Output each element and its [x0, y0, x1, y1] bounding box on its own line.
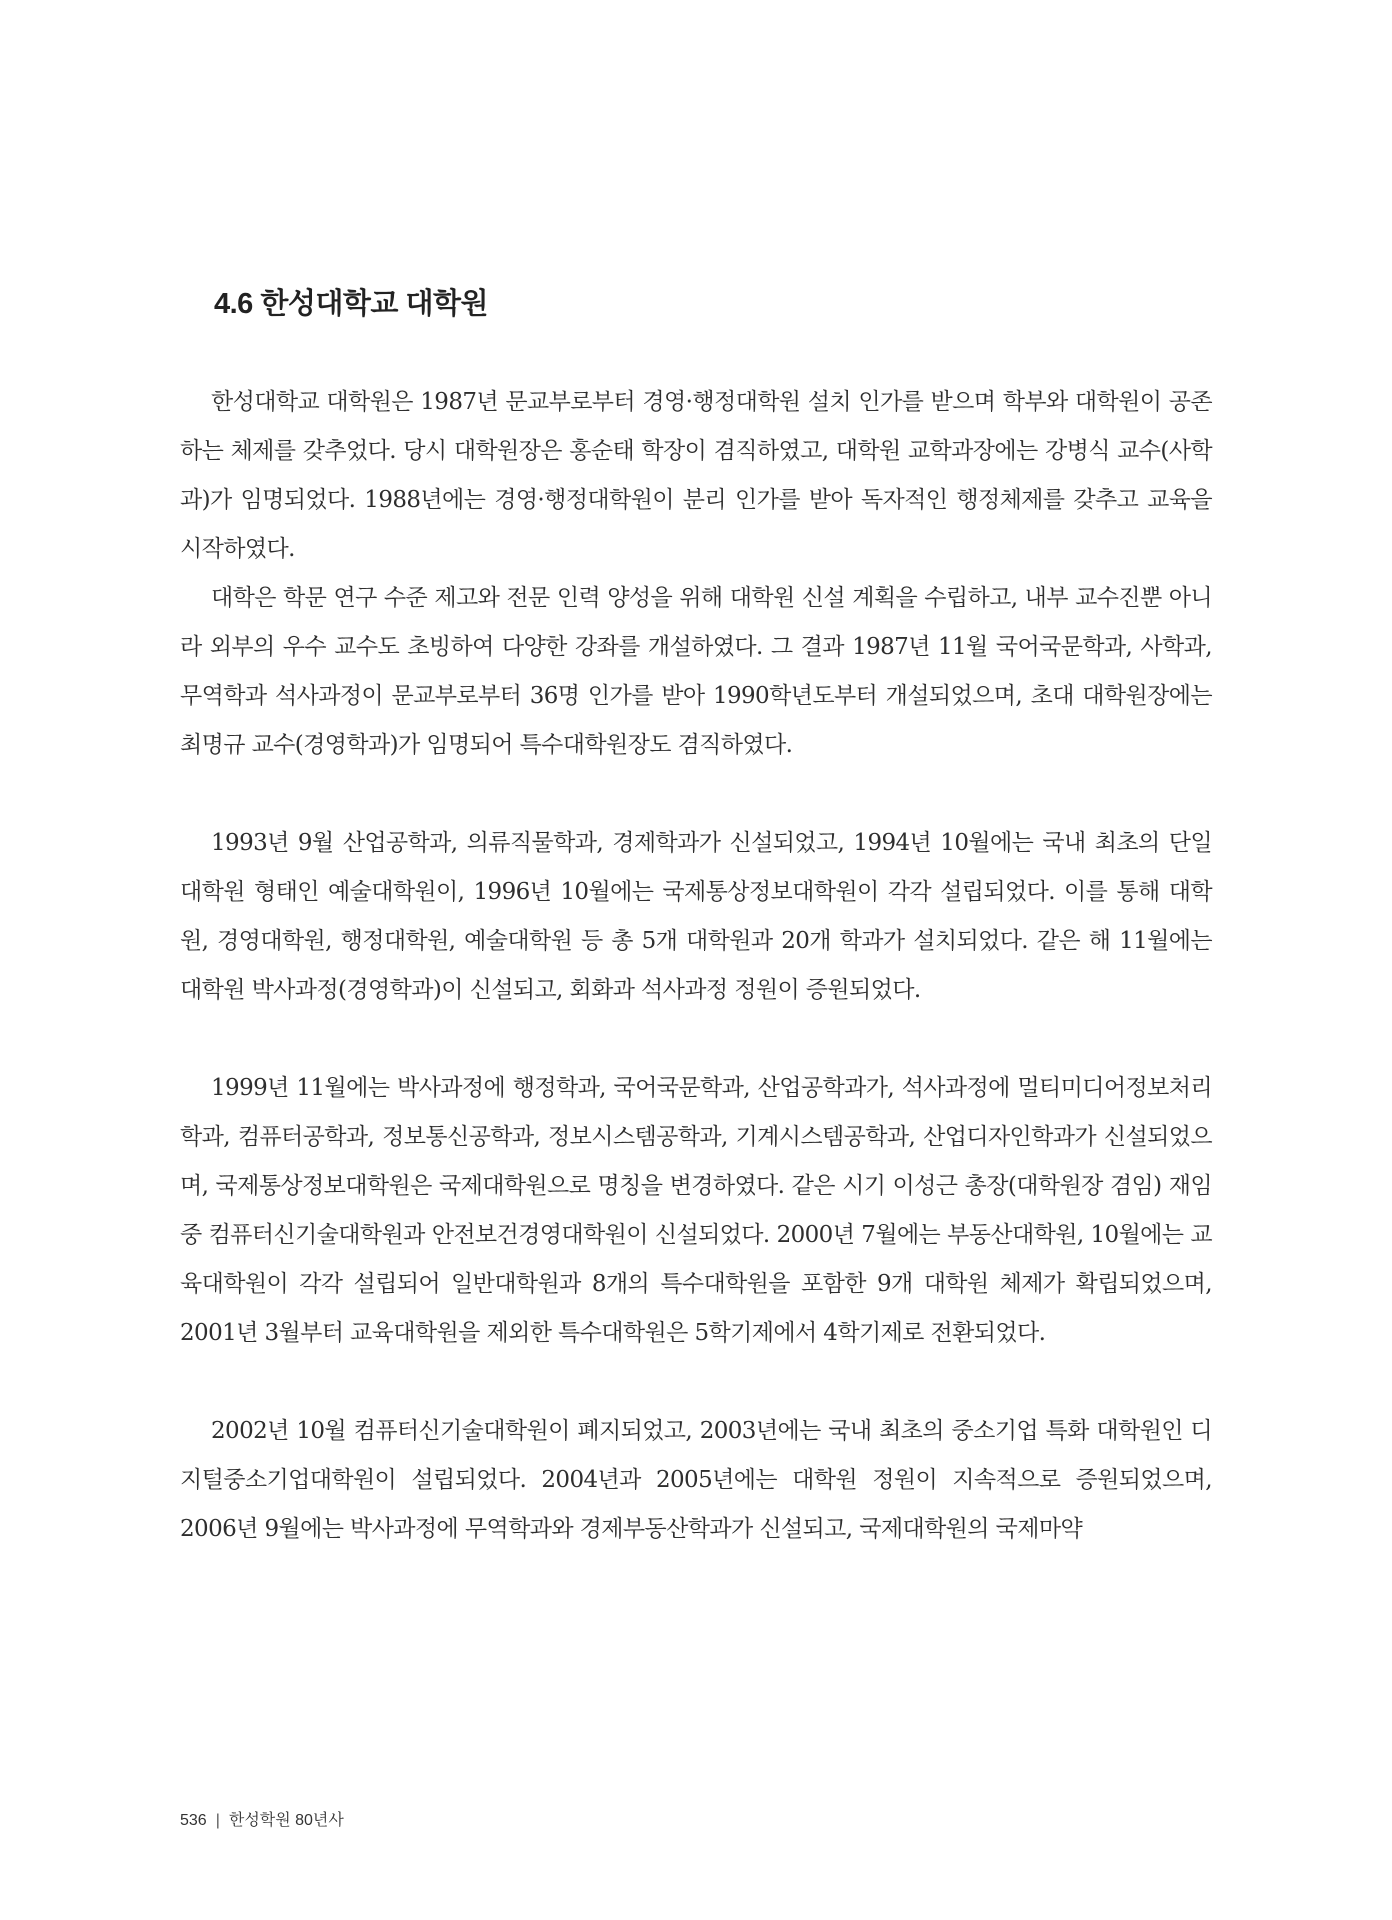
paragraph-1: 한성대학교 대학원은 1987년 문교부로부터 경영·행정대학원 설치 인가를 받으며 학부와 대학원이 공존하는 체제를 갖추었다. 당시 대학원장은 홍순태 학장이 겸직하였고, 대학원 교학과장에는 강병식 교수(사학과)가 임명되었다. 1988년에는 경영·행정대학원이 분리 인가를 받아 독자적인 행정체제를 갖추고 교육을 시작하였다. — [180, 389, 1212, 562]
paragraph-4: 1999년 11월에는 박사과정에 행정학과, 국어국문학과, 산업공학과가, 석사과정에 멀티미디어정보처리학과, 컴퓨터공학과, 정보통신공학과, 정보시스템공학과, 기계시스템공학과, 산업디자인학과가 신설되었으며, 국제통상정보대학원은 국제대학원으로 명칭을 변경하였다. 같은 시기 이성근 총장(대학원장 겸임) 재임 중 컴퓨터신기술대학원과 안전보건경영대학원이 신설되었다. 2000년 7월에는 부동산대학원, 10월에는 교육대학원이 각각 설립되어 일반대학원과 8개의 특수대학원을 포함한 9개 대학원 체제가 확립되었으며, 2001년 3월부터 교육대학원을 제외한 특수대학원은 5학기제에서 4학기제로 전환되었다. — [180, 1075, 1212, 1346]
book-title: 한성학원 80년사 — [228, 1812, 344, 1829]
page-footer — [180, 1811, 344, 1831]
footer-separator: | — [215, 1812, 220, 1829]
section-heading: 4.6 한성대학교 대학원 — [214, 288, 489, 320]
page-number: 536 — [180, 1812, 207, 1829]
body-text — [180, 378, 1212, 1554]
paragraph-2: 대학은 학문 연구 수준 제고와 전문 인력 양성을 위해 대학원 신설 계획을 수립하고, 내부 교수진뿐 아니라 외부의 우수 교수도 초빙하여 다양한 강좌를 개설하였다. 그 결과 1987년 11월 국어국문학과, 사학과, 무역학과 석사과정이 문교부로부터 36명 인가를 받아 1990학년도부터 개설되었으며, 초대 대학원장에는 최명규 교수(경영학과)가 임명되어 특수대학원장도 겸직하였다. — [180, 585, 1212, 758]
paragraph-5: 2002년 10월 컴퓨터신기술대학원이 폐지되었고, 2003년에는 국내 최초의 중소기업 특화 대학원인 디지털중소기업대학원이 설립되었다. 2004년과 2005년에는 대학원 정원이 지속적으로 증원되었으며, 2006년 9월에는 박사과정에 무역학과와 경제부동산학과가 신설되고, 국제대학원의 국제마약 — [180, 1418, 1212, 1542]
paragraph-3: 1993년 9월 산업공학과, 의류직물학과, 경제학과가 신설되었고, 1994년 10월에는 국내 최초의 단일 대학원 형태인 예술대학원이, 1996년 10월에는 국제통상정보대학원이 각각 설립되었다. 이를 통해 대학원, 경영대학원, 행정대학원, 예술대학원 등 총 5개 대학원과 20개 학과가 설치되었다. 같은 해 11월에는 대학원 박사과정(경영학과)이 신설되고, 회화과 석사과정 정원이 증원되었다. — [180, 830, 1212, 1003]
